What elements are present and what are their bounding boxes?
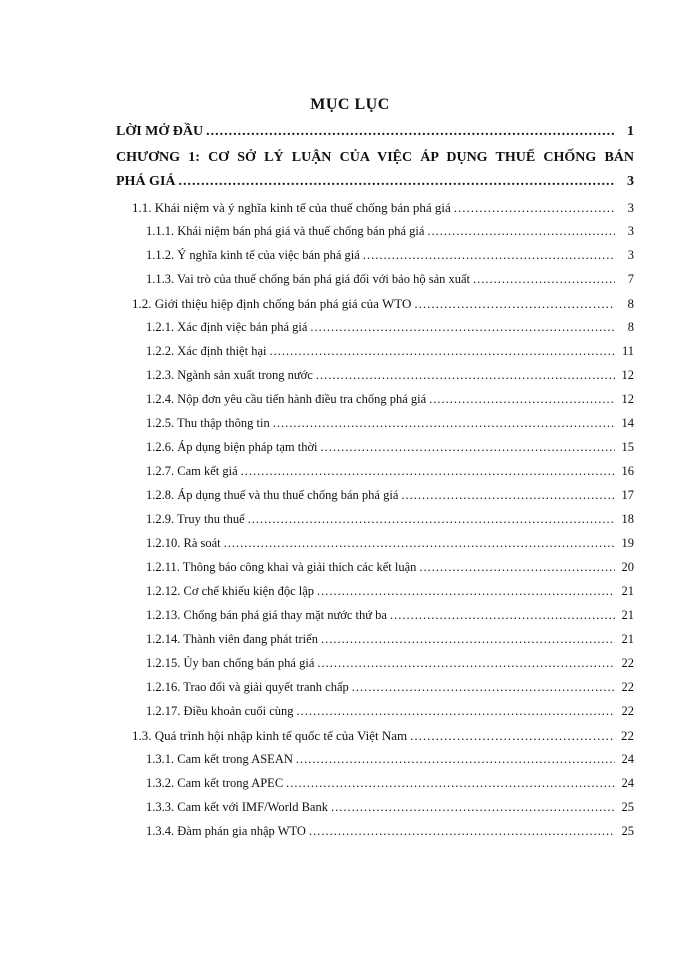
dot-leader xyxy=(241,464,615,479)
dot-leader xyxy=(296,752,615,767)
toc-entry-page: 24 xyxy=(621,776,634,790)
toc-entry-page: 21 xyxy=(621,608,634,622)
toc-entry xyxy=(146,248,634,263)
dot-leader xyxy=(297,704,615,719)
dot-leader xyxy=(316,368,615,383)
toc-entry-label: 1.2.1. Xác định việc bán phá giá xyxy=(146,320,308,334)
toc-entry xyxy=(146,464,634,479)
toc-entry-label: 1.3.4. Đàm phán gia nhập WTO xyxy=(146,824,306,838)
toc-entry-label: 1.2.3. Ngành sản xuất trong nước xyxy=(146,368,313,382)
toc-entry-page: 8 xyxy=(627,320,634,334)
toc-entry xyxy=(146,680,634,695)
toc-entry-page: 3 xyxy=(627,200,634,215)
toc-entry-page: 15 xyxy=(621,440,634,454)
toc-entry xyxy=(132,200,634,216)
toc-entry-page: 21 xyxy=(621,632,634,646)
toc-entry-chapter-line: CHƯƠNG 1: CƠ SỞ LÝ LUẬN CỦA VIỆC ÁP DỤNG THUẾ CHỐNG BÁN xyxy=(116,150,634,165)
toc-entry xyxy=(116,174,634,190)
toc-entry xyxy=(132,296,634,312)
dot-leader xyxy=(310,320,615,335)
toc-entry xyxy=(146,656,634,671)
toc-entry xyxy=(116,124,634,140)
toc-entry-label: 1.1.1. Khái niệm bán phá giá và thuế chống bán phá giá xyxy=(146,224,425,238)
toc-entry xyxy=(146,536,634,551)
toc-entry-page: 11 xyxy=(621,344,634,358)
toc-entry xyxy=(146,776,634,791)
dot-leader xyxy=(410,728,615,744)
toc-entry xyxy=(146,440,634,455)
toc-entry xyxy=(132,728,634,744)
dot-leader xyxy=(352,680,615,695)
toc-entry-label: 1.3.1. Cam kết trong ASEAN xyxy=(146,752,293,766)
toc-entry-label: 1.1.3. Vai trò của thuế chống bán phá giá đối với bảo hộ sản xuất xyxy=(146,272,471,286)
toc-entry-page: 8 xyxy=(627,296,634,311)
toc-entry-page: 22 xyxy=(621,656,634,670)
toc-entry-label: 1.2.5. Thu thập thông tin xyxy=(146,416,270,430)
toc-entry-page: 22 xyxy=(621,704,634,718)
toc-entry-page: 3 xyxy=(627,174,634,189)
toc-entry-page: 16 xyxy=(621,464,634,478)
toc-entry-label: 1.2.10. Rà soát xyxy=(146,536,221,550)
toc-entry xyxy=(146,368,634,383)
toc-entry-label: 1.2.16. Trao đổi và giải quyết tranh chấp xyxy=(146,680,349,694)
dot-leader xyxy=(273,416,615,431)
toc-entry-label: LỜI MỞ ĐẦU xyxy=(116,124,204,139)
toc-entry-page: 12 xyxy=(621,392,634,406)
toc-entry xyxy=(146,704,634,719)
toc-entry-label: 1.2.17. Điều khoản cuối cùng xyxy=(146,704,294,718)
dot-leader xyxy=(454,200,615,216)
dot-leader xyxy=(317,656,615,671)
toc-entry xyxy=(146,272,634,287)
dot-leader xyxy=(321,440,615,455)
toc-entry-label: 1.3.3. Cam kết với IMF/World Bank xyxy=(146,800,328,814)
toc-entry-page: 20 xyxy=(621,560,634,574)
toc-entry xyxy=(146,752,634,767)
dot-leader xyxy=(179,174,616,190)
toc-entry-page: 22 xyxy=(621,728,634,743)
toc-entry-label: 1.1. Khái niệm và ý nghĩa kinh tế của thuế chống bán phá giá xyxy=(132,200,451,215)
toc-entry-label: PHÁ GIÁ xyxy=(116,174,176,189)
toc-entry-label: 1.2.6. Áp dụng biện pháp tạm thời xyxy=(146,440,318,454)
toc-entry-label: 1.2.13. Chống bán phá giá thay mặt nước thứ ba xyxy=(146,608,387,622)
dot-leader xyxy=(429,392,615,407)
toc-entry xyxy=(146,344,634,359)
toc-entry-label: 1.2.8. Áp dụng thuế và thu thuế chống bán phá giá xyxy=(146,488,399,502)
toc-entry-page: 24 xyxy=(621,752,634,766)
toc-entry-page: 7 xyxy=(627,272,634,286)
toc-entry-page: 14 xyxy=(621,416,634,430)
dot-leader xyxy=(419,560,615,575)
dot-leader xyxy=(206,124,615,140)
toc-entry-label: 1.3. Quá trình hội nhập kinh tế quốc tế của Việt Nam xyxy=(132,728,408,743)
toc-entry-label: 1.2.9. Truy thu thuế xyxy=(146,512,245,526)
dot-leader xyxy=(414,296,615,312)
dot-leader xyxy=(401,488,615,503)
toc-entry-page: 1 xyxy=(627,124,634,139)
toc-entry-page: 19 xyxy=(621,536,634,550)
toc-entry-page: 17 xyxy=(621,488,634,502)
dot-leader xyxy=(286,776,615,791)
toc-entry-page: 18 xyxy=(621,512,634,526)
toc-entry-label: 1.3.2. Cam kết trong APEC xyxy=(146,776,284,790)
toc-entry-page: 3 xyxy=(627,224,634,238)
toc-entry xyxy=(146,224,634,239)
dot-leader xyxy=(363,248,615,263)
dot-leader xyxy=(427,224,615,239)
toc-entry-page: 21 xyxy=(621,584,634,598)
toc-entry-label: 1.2.14. Thành viên đang phát triển xyxy=(146,632,318,646)
dot-leader xyxy=(224,536,615,551)
toc-entry xyxy=(146,320,634,335)
toc-entry xyxy=(146,560,634,575)
toc-entry xyxy=(146,584,634,599)
toc-entry-page: 3 xyxy=(627,248,634,262)
toc-entry xyxy=(146,608,634,623)
toc-title: MỤC LỤC xyxy=(310,96,390,113)
dot-leader xyxy=(269,344,615,359)
dot-leader xyxy=(248,512,615,527)
toc-entry-label: 1.2.2. Xác định thiệt hại xyxy=(146,344,267,358)
dot-leader xyxy=(321,632,615,647)
toc-entry-label: 1.2.7. Cam kết giá xyxy=(146,464,238,478)
toc-entry xyxy=(146,512,634,527)
toc-entry xyxy=(146,824,634,839)
dot-leader xyxy=(473,272,615,287)
toc-entry xyxy=(146,488,634,503)
toc-entry xyxy=(146,800,634,815)
toc-entry-page: 22 xyxy=(621,680,634,694)
toc-entry-label: 1.2.12. Cơ chế khiếu kiện độc lập xyxy=(146,584,315,598)
toc-entry xyxy=(146,632,634,647)
toc-entry-label: 1.2.11. Thông báo công khai và giải thích các kết luận xyxy=(146,560,417,574)
toc-entry-label: 1.2.15. Ủy ban chống bán phá giá xyxy=(146,656,315,670)
toc-entry-label: 1.2. Giới thiệu hiệp định chống bán phá giá của WTO xyxy=(132,296,412,311)
dot-leader xyxy=(317,584,615,599)
toc-entry-page: 25 xyxy=(621,800,634,814)
toc-entry-page: 12 xyxy=(621,368,634,382)
toc-entry xyxy=(146,392,634,407)
toc-entry-page: 25 xyxy=(621,824,634,838)
dot-leader xyxy=(331,800,615,815)
dot-leader xyxy=(390,608,615,623)
toc-entry-label: 1.2.4. Nộp đơn yêu cầu tiến hành điều tra chống phá giá xyxy=(146,392,427,406)
dot-leader xyxy=(309,824,615,839)
toc-entry xyxy=(146,416,634,431)
toc-entry-label: 1.1.2. Ý nghĩa kinh tế của việc bán phá giá xyxy=(146,248,360,262)
